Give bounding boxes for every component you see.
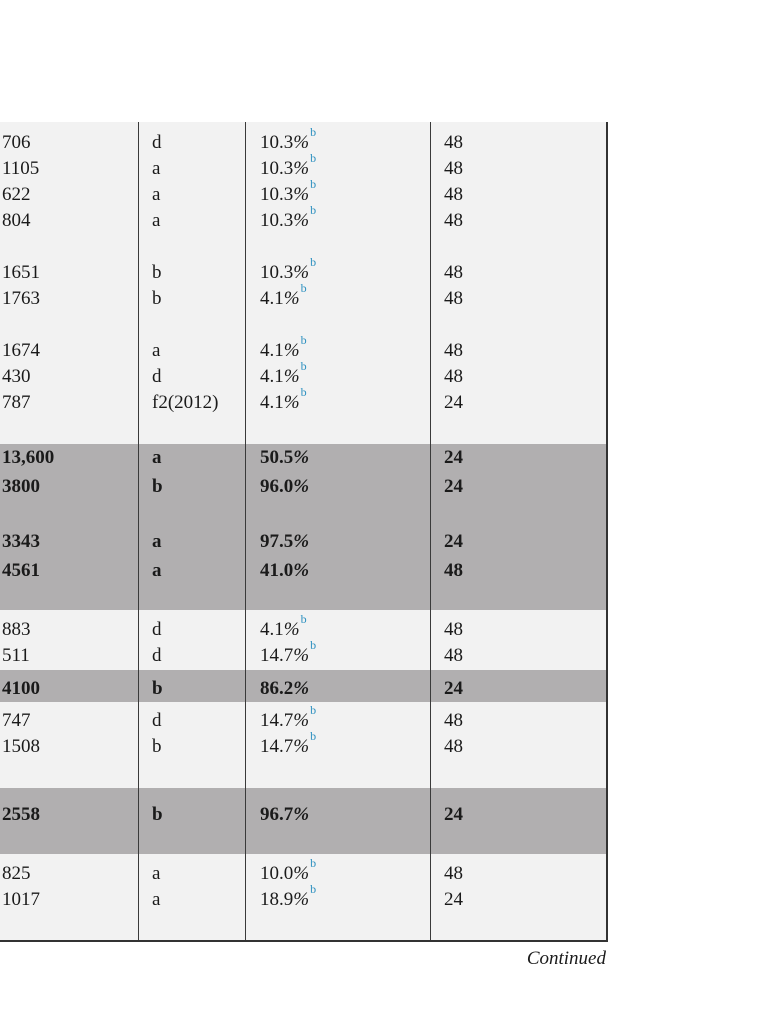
percent-sign: % bbox=[293, 531, 310, 552]
percent-sign: % bbox=[293, 262, 310, 283]
code-cell: a bbox=[152, 560, 162, 581]
percent-cell bbox=[260, 729, 317, 760]
percent-sign: % bbox=[293, 560, 310, 581]
footnote-marker[interactable]: b bbox=[310, 729, 317, 743]
percent-value: 10.3 bbox=[260, 132, 294, 153]
count-cell: 787 bbox=[2, 392, 31, 413]
count-cell: 1674 bbox=[2, 340, 40, 361]
column-divider bbox=[245, 122, 246, 940]
code-cell: b bbox=[152, 476, 163, 497]
percent-cell bbox=[260, 638, 317, 669]
percent-sign: % bbox=[283, 288, 300, 309]
percent-value: 4.1 bbox=[260, 340, 284, 361]
count-cell: 622 bbox=[2, 184, 31, 205]
percent-sign: % bbox=[293, 132, 310, 153]
code-cell: a bbox=[152, 889, 161, 910]
table-row bbox=[0, 385, 606, 416]
count-cell: 430 bbox=[2, 366, 31, 387]
table-row bbox=[0, 729, 606, 760]
code-cell: b bbox=[152, 262, 162, 283]
table-row bbox=[0, 856, 606, 887]
column-divider bbox=[430, 122, 431, 940]
count-cell: 1017 bbox=[2, 889, 40, 910]
footnote-marker[interactable]: b bbox=[310, 203, 317, 217]
table-row bbox=[0, 558, 606, 584]
code-cell: d bbox=[152, 710, 162, 731]
percent-cell bbox=[260, 203, 317, 234]
percent-cell bbox=[260, 125, 317, 156]
table-row bbox=[0, 529, 606, 555]
hours-cell: 48 bbox=[444, 710, 463, 731]
footnote-marker[interactable]: b bbox=[310, 703, 317, 717]
percent-value: 10.3 bbox=[260, 184, 294, 205]
table-row bbox=[0, 802, 606, 828]
data-table bbox=[0, 122, 608, 942]
footnote-marker[interactable]: b bbox=[310, 177, 317, 191]
percent-value: 4.1 bbox=[260, 288, 284, 309]
count-cell: 3343 bbox=[2, 531, 40, 552]
count-cell: 3800 bbox=[2, 476, 40, 497]
hours-cell: 48 bbox=[444, 288, 463, 309]
percent-cell bbox=[260, 558, 310, 584]
percent-sign: % bbox=[293, 447, 310, 468]
percent-value: 10.3 bbox=[260, 158, 294, 179]
count-cell: 4561 bbox=[2, 560, 40, 581]
code-cell: b bbox=[152, 736, 162, 757]
percent-cell bbox=[260, 255, 317, 286]
table-row bbox=[0, 882, 606, 913]
count-cell: 2558 bbox=[2, 804, 40, 825]
table-row bbox=[0, 676, 606, 702]
hours-cell: 24 bbox=[444, 889, 463, 910]
count-cell: 1105 bbox=[2, 158, 40, 179]
table-row bbox=[0, 203, 606, 234]
percent-value: 10.3 bbox=[260, 262, 294, 283]
code-cell: a bbox=[152, 210, 161, 231]
footnote-marker[interactable]: b bbox=[310, 125, 317, 139]
count-cell: 706 bbox=[2, 132, 31, 153]
hours-cell: 48 bbox=[444, 645, 463, 666]
percent-sign: % bbox=[293, 804, 310, 825]
percent-value: 18.9 bbox=[260, 889, 294, 910]
hours-cell: 48 bbox=[444, 619, 463, 640]
percent-sign: % bbox=[293, 863, 310, 884]
percent-sign: % bbox=[283, 340, 300, 361]
percent-value: 97.5 bbox=[260, 531, 294, 552]
percent-cell bbox=[260, 385, 307, 416]
hours-cell: 48 bbox=[444, 132, 463, 153]
percent-sign: % bbox=[293, 184, 310, 205]
code-cell: a bbox=[152, 158, 161, 179]
table-row bbox=[0, 703, 606, 734]
hours-cell: 48 bbox=[444, 158, 463, 179]
count-cell: 747 bbox=[2, 710, 31, 731]
table-row bbox=[0, 125, 606, 156]
percent-sign: % bbox=[293, 710, 310, 731]
percent-sign: % bbox=[283, 619, 300, 640]
percent-sign: % bbox=[293, 476, 310, 497]
percent-value: 86.2 bbox=[260, 678, 294, 699]
code-cell: d bbox=[152, 366, 162, 387]
hours-cell: 24 bbox=[444, 392, 463, 413]
percent-cell bbox=[260, 703, 317, 734]
hours-cell: 48 bbox=[444, 366, 463, 387]
percent-sign: % bbox=[293, 645, 310, 666]
percent-cell bbox=[260, 882, 317, 913]
count-cell: 13,600 bbox=[2, 447, 55, 468]
percent-value: 10.3 bbox=[260, 210, 294, 231]
percent-sign: % bbox=[293, 736, 310, 757]
hours-cell: 48 bbox=[444, 560, 463, 581]
percent-value: 96.7 bbox=[260, 804, 294, 825]
percent-value: 14.7 bbox=[260, 736, 294, 757]
code-cell: d bbox=[152, 619, 162, 640]
percent-cell bbox=[260, 177, 317, 208]
table-row bbox=[0, 177, 606, 208]
code-cell: b bbox=[152, 288, 162, 309]
percent-value: 96.0 bbox=[260, 476, 294, 497]
table-row bbox=[0, 474, 606, 500]
percent-cell bbox=[260, 281, 307, 312]
percent-cell bbox=[260, 359, 307, 390]
continued-label: Continued bbox=[526, 948, 606, 969]
percent-sign: % bbox=[293, 889, 310, 910]
footnote-marker[interactable]: b bbox=[310, 882, 317, 896]
percent-cell bbox=[260, 802, 310, 828]
count-cell: 4100 bbox=[2, 678, 40, 699]
count-cell: 804 bbox=[2, 210, 31, 231]
table-row bbox=[0, 281, 606, 312]
percent-cell bbox=[260, 856, 317, 887]
hours-cell: 48 bbox=[444, 210, 463, 231]
column-divider bbox=[138, 122, 139, 940]
footnote-marker[interactable]: b bbox=[300, 385, 307, 399]
code-cell: d bbox=[152, 132, 162, 153]
footnote-marker[interactable]: b bbox=[300, 612, 307, 626]
table-row bbox=[0, 445, 606, 471]
hours-cell: 48 bbox=[444, 736, 463, 757]
code-cell: a bbox=[152, 447, 162, 468]
percent-cell bbox=[260, 676, 310, 702]
percent-sign: % bbox=[293, 678, 310, 699]
footnote-marker[interactable]: b bbox=[310, 255, 317, 269]
percent-cell bbox=[260, 612, 307, 643]
hours-cell: 24 bbox=[444, 531, 463, 552]
footnote-marker[interactable]: b bbox=[310, 856, 317, 870]
table-row bbox=[0, 151, 606, 182]
percent-value: 4.1 bbox=[260, 366, 284, 387]
count-cell: 1763 bbox=[2, 288, 40, 309]
hours-cell: 24 bbox=[444, 804, 463, 825]
hours-cell: 24 bbox=[444, 447, 463, 468]
footnote-marker[interactable]: b bbox=[300, 359, 307, 373]
percent-cell bbox=[260, 151, 317, 182]
percent-cell bbox=[260, 333, 307, 364]
code-cell: a bbox=[152, 184, 161, 205]
percent-cell bbox=[260, 445, 310, 471]
table-row bbox=[0, 638, 606, 669]
code-cell: a bbox=[152, 340, 161, 361]
percent-value: 4.1 bbox=[260, 619, 284, 640]
percent-value: 4.1 bbox=[260, 392, 284, 413]
footnote-marker[interactable]: b bbox=[310, 638, 317, 652]
footnote-marker[interactable]: b bbox=[300, 281, 307, 295]
percent-sign: % bbox=[283, 392, 300, 413]
code-cell: b bbox=[152, 678, 163, 699]
hours-cell: 48 bbox=[444, 863, 463, 884]
code-cell: d bbox=[152, 645, 162, 666]
footnote-marker[interactable]: b bbox=[310, 151, 317, 165]
count-cell: 1508 bbox=[2, 736, 40, 757]
code-cell: a bbox=[152, 531, 162, 552]
count-cell: 1651 bbox=[2, 262, 40, 283]
percent-value: 14.7 bbox=[260, 710, 294, 731]
code-cell: a bbox=[152, 863, 161, 884]
percent-sign: % bbox=[293, 210, 310, 231]
percent-value: 41.0 bbox=[260, 560, 294, 581]
count-cell: 825 bbox=[2, 863, 31, 884]
percent-value: 14.7 bbox=[260, 645, 294, 666]
footnote-marker[interactable]: b bbox=[300, 333, 307, 347]
code-cell: f2(2012) bbox=[152, 392, 219, 413]
code-cell: b bbox=[152, 804, 163, 825]
hours-cell: 24 bbox=[444, 476, 463, 497]
hours-cell: 48 bbox=[444, 262, 463, 283]
percent-sign: % bbox=[293, 158, 310, 179]
percent-value: 50.5 bbox=[260, 447, 294, 468]
hours-cell: 48 bbox=[444, 184, 463, 205]
percent-cell bbox=[260, 474, 310, 500]
percent-value: 10.0 bbox=[260, 863, 294, 884]
hours-cell: 24 bbox=[444, 678, 463, 699]
hours-cell: 48 bbox=[444, 340, 463, 361]
percent-cell bbox=[260, 529, 310, 555]
count-cell: 511 bbox=[2, 645, 30, 666]
table-row bbox=[0, 612, 606, 643]
count-cell: 883 bbox=[2, 619, 31, 640]
percent-sign: % bbox=[283, 366, 300, 387]
